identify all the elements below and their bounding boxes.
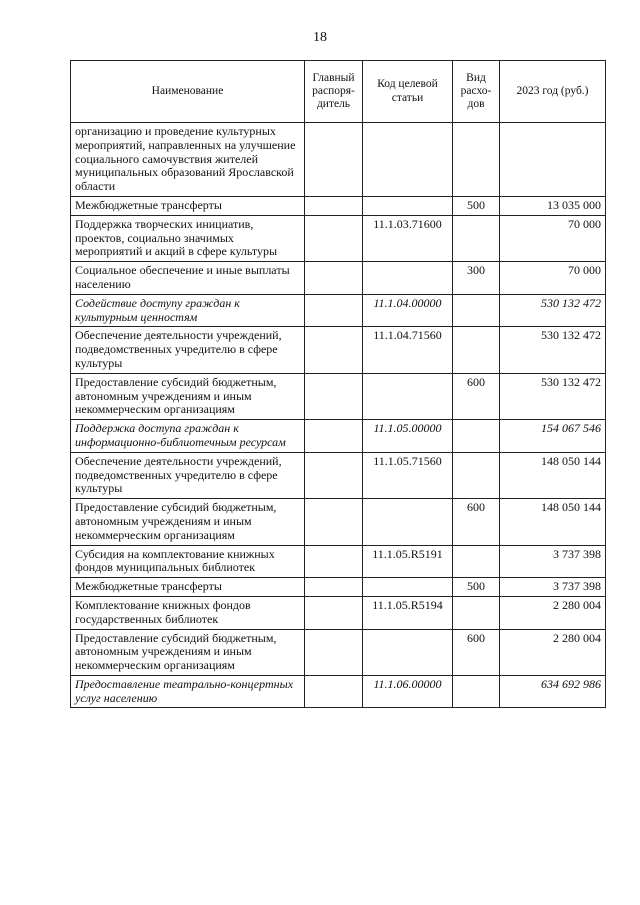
cell-code [363, 629, 453, 675]
cell-sum: 13 035 000 [500, 196, 606, 215]
cell-vid [453, 294, 500, 327]
cell-name: Комплектование книжных фондов государственных библиотек [71, 596, 305, 629]
cell-code: 11.1.05.71560 [363, 452, 453, 498]
cell-vid: 300 [453, 262, 500, 295]
cell-admin [305, 196, 363, 215]
cell-code [363, 578, 453, 597]
cell-sum: 70 000 [500, 262, 606, 295]
cell-sum: 3 737 398 [500, 578, 606, 597]
cell-admin [305, 452, 363, 498]
cell-code: 11.1.05.R5194 [363, 596, 453, 629]
cell-sum: 634 692 986 [500, 675, 606, 708]
header-sum: 2023 год (руб.) [500, 61, 606, 123]
cell-sum: 154 067 546 [500, 420, 606, 453]
cell-code: 11.1.06.00000 [363, 675, 453, 708]
cell-name: организацию и проведение культурных мероприятий, направленных на улучшение социального самочувствия жителей муниципальных образований Ярославской области [71, 123, 305, 197]
table-row [71, 629, 606, 675]
cell-vid: 600 [453, 629, 500, 675]
cell-vid [453, 420, 500, 453]
cell-name: Социальное обеспечение и иные выплаты населению [71, 262, 305, 295]
cell-admin [305, 545, 363, 578]
cell-sum: 148 050 144 [500, 452, 606, 498]
table-row [71, 675, 606, 708]
cell-vid [453, 215, 500, 261]
cell-name: Предоставление субсидий бюджетным, автономным учреждениям и иным некоммерческим организациям [71, 373, 305, 419]
cell-sum: 148 050 144 [500, 499, 606, 545]
cell-admin [305, 373, 363, 419]
table-row [71, 262, 606, 295]
table-row [71, 373, 606, 419]
cell-admin [305, 499, 363, 545]
header-vid: Вид расхо-дов [453, 61, 500, 123]
cell-vid [453, 545, 500, 578]
table-row [71, 327, 606, 373]
header-code: Код целевой статьи [363, 61, 453, 123]
cell-name: Обеспечение деятельности учреждений, подведомственных учредителю в сфере культуры [71, 327, 305, 373]
cell-sum: 3 737 398 [500, 545, 606, 578]
cell-vid [453, 327, 500, 373]
cell-admin [305, 578, 363, 597]
cell-sum: 2 280 004 [500, 629, 606, 675]
cell-vid [453, 596, 500, 629]
cell-code [363, 373, 453, 419]
cell-code: 11.1.05.00000 [363, 420, 453, 453]
table-row [71, 294, 606, 327]
cell-name: Предоставление субсидий бюджетным, автономным учреждениям и иным некоммерческим организациям [71, 629, 305, 675]
cell-name: Предоставление театрально-концертных услуг населению [71, 675, 305, 708]
cell-code: 11.1.04.00000 [363, 294, 453, 327]
cell-sum: 530 132 472 [500, 327, 606, 373]
table-row [71, 578, 606, 597]
cell-code [363, 196, 453, 215]
cell-code [363, 262, 453, 295]
cell-sum: 530 132 472 [500, 294, 606, 327]
cell-admin [305, 262, 363, 295]
cell-sum: 2 280 004 [500, 596, 606, 629]
cell-admin [305, 629, 363, 675]
cell-name: Межбюджетные трансферты [71, 578, 305, 597]
table-row [71, 420, 606, 453]
table-header-row [71, 61, 606, 123]
cell-vid [453, 675, 500, 708]
header-name: Наименование [71, 61, 305, 123]
cell-name: Поддержка творческих инициатив, проектов, социально значимых мероприятий и акций в сфере культуры [71, 215, 305, 261]
page-number: 18 [313, 30, 327, 45]
cell-vid: 500 [453, 578, 500, 597]
table-body [71, 123, 606, 708]
cell-name: Субсидия на комплектование книжных фондов муниципальных библиотек [71, 545, 305, 578]
cell-name: Межбюджетные трансферты [71, 196, 305, 215]
cell-code: 11.1.03.71600 [363, 215, 453, 261]
cell-code: 11.1.04.71560 [363, 327, 453, 373]
cell-code [363, 123, 453, 197]
table-row [71, 215, 606, 261]
cell-admin [305, 675, 363, 708]
cell-admin [305, 327, 363, 373]
table-row [71, 196, 606, 215]
cell-sum: 70 000 [500, 215, 606, 261]
cell-name: Поддержка доступа граждан к информационно-библиотечным ресурсам [71, 420, 305, 453]
cell-vid [453, 123, 500, 197]
cell-admin [305, 294, 363, 327]
table-row [71, 123, 606, 197]
table-row [71, 545, 606, 578]
table-row [71, 499, 606, 545]
cell-vid: 500 [453, 196, 500, 215]
cell-name: Предоставление субсидий бюджетным, автономным учреждениям и иным некоммерческим организациям [71, 499, 305, 545]
cell-admin [305, 123, 363, 197]
cell-admin [305, 596, 363, 629]
cell-vid: 600 [453, 373, 500, 419]
cell-vid: 600 [453, 499, 500, 545]
budget-table [70, 60, 606, 708]
cell-admin [305, 215, 363, 261]
cell-code: 11.1.05.R5191 [363, 545, 453, 578]
cell-name: Содействие доступу граждан к культурным ценностям [71, 294, 305, 327]
cell-vid [453, 452, 500, 498]
cell-name: Обеспечение деятельности учреждений, подведомственных учредителю в сфере культуры [71, 452, 305, 498]
cell-code [363, 499, 453, 545]
cell-admin [305, 420, 363, 453]
table-row [71, 596, 606, 629]
table-row [71, 452, 606, 498]
header-admin: Главный распоря-дитель [305, 61, 363, 123]
cell-sum [500, 123, 606, 197]
cell-sum: 530 132 472 [500, 373, 606, 419]
